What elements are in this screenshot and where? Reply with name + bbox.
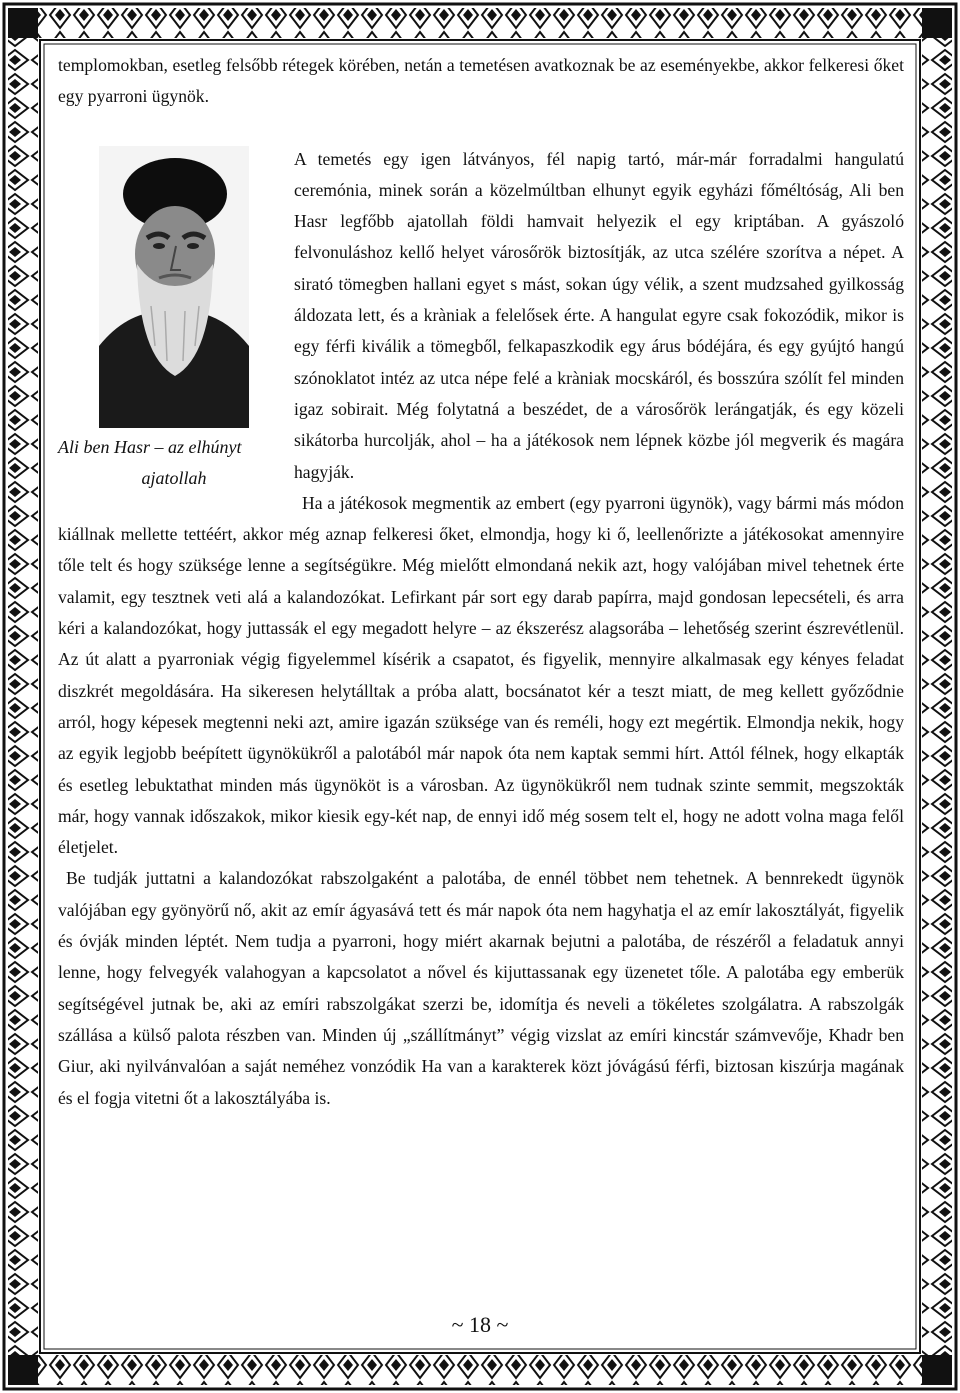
portrait-photo <box>99 146 249 428</box>
page-number: ~ 18 ~ <box>451 1312 509 1337</box>
spacer <box>58 113 904 144</box>
page-text <box>58 50 904 1114</box>
paragraph-intro: templomokban, esetleg felsőbb rétegek körében, netán a temetésen avatkoznak be az eseményekbe, akkor felkeresi őket egy pyarroni ügynök. <box>58 55 904 107</box>
caption-line-2: ajatollah <box>141 467 207 488</box>
portrait-figure <box>58 144 290 495</box>
paragraph-palace: Be tudják juttatni a kalandozókat rabszolgaként a palotába, de ennél többet nem tehetnek. A bennrekedt ügynök valójában egy gyönyörű nő, akit az emír ágyasává tett és már napok óta nem hagyhatja el az emír lakosztályát, figyelik és óvják minden léptét. Nem tudja a pyarroni, hogy miért akarnak bejutni a palotába, de részéről a feladatuk annyi lenne, hogy felvegyék valahogyan a kapcsolatot a nővel és kijuttassanak egy üzenetet tőle. A palotába egy emberük segítségével jutnak be, aki az emíri rabszolgákat szerzi be, idomítja és neveli a tökéletes szolgálatra. A rabszolgák szállása a külső palota részben van. Minden új „szállítmányt” végig vizslat az emíri kincstár számvevője, Khadr ben Giur, aki nyilvánvalóan a saját neméhez vonzódik Ha van a karakterek közt jóvágású férfi, biztosan kiszúrja magának és el fogja vitetni őt a lakosztályába is. <box>58 868 904 1108</box>
paragraph-rescue: Ha a játékosok megmentik az embert (egy pyarroni ügynök), vagy bármi más módon kiállnak mellette tettéért, akkor még aznap felkeresi őket, elmondja, hogy ki ő, leellenőrizte a játékosokat amennyire tőle telt és hogy szüksége lenne a segítségükre. Még mielőtt elmondaná nekik azt, hogy valójában mivel tehetnek érte valamit, egy tesztnek veti alá a kalandozókat. Lefirkant pár sort egy darab papírra, majd gondosan lepecsételi, és arra kéri a kalandozókat, hogy juttassák el egy megadott helyre – az ékszerész alagsorába – lehetőség szerint észrevétlenül. Az út alatt a pyarroniak végig figyelemmel kísérik a csapatot, és figyelik, mennyire alkalmasak egy kényes feladat diszkrét megoldására. Ha sikeresen helytálltak a próba alatt, bocsánatot kér a teszt miatt, de meg kellett győződnie arról, hogy képesek megtenni neki azt, amire igazán szüksége van és reméli, hogy ezt megértik. Elmondja nekik, hogy az egyik legjobb beépített ügynökükről a palotából már napok óta nem kaptak semmi hírt. Attól félnek, hogy elkapták és esetleg lebuktathat minden más ügynököt is a városban. Az ügynökükről nem tudnak szinte semmit, megszokták már, hogy vannak időszakok, mikor kiesik egy-két nap, de ennyi idő még sosem telt el, hogy ne adott volna maga felől életjelet. <box>58 492 904 858</box>
portrait-caption <box>58 432 290 495</box>
paragraph-funeral: A temetés egy igen látványos, fél napig tartó, már-már forradalmi hangulatú ceremónia, minek során a közelmúltban elhunyt egyik egyházi főméltóság, Ali ben Hasr legfőbb ajatollah földi hamvait helyezik el egy kriptában. A gyászoló felvonuláshoz kellő helyet városőrök biztosítják, az utca szélére szorítva a népet. A sirató tömegben hallani egyet s mást, sokan úgy vélik, a szent mudzsahed gyilkosság áldozata lett, és a kràniak a felelősek érte. A hangulat egyre csak fokozódik, mikor is egy férfi kiválik a tömegből, felkapaszkodik egy árus bódéjára, és egy gyújtó hangú szónoklatot intéz az utca népe felé a kràniak mocskáról, és bosszúra szólít fel minden igaz sobirait. Még folytatná a beszédet, de a városőrök lerángatják, és egy közeli sikátorba hurcolják, ahol – ha a játékosok nem lépnek közbe jól megverik és magára hagyják. <box>294 148 904 482</box>
caption-line-1: Ali ben Hasr – az elhúnyt <box>58 436 242 457</box>
figure-paragraph-block <box>58 144 904 488</box>
